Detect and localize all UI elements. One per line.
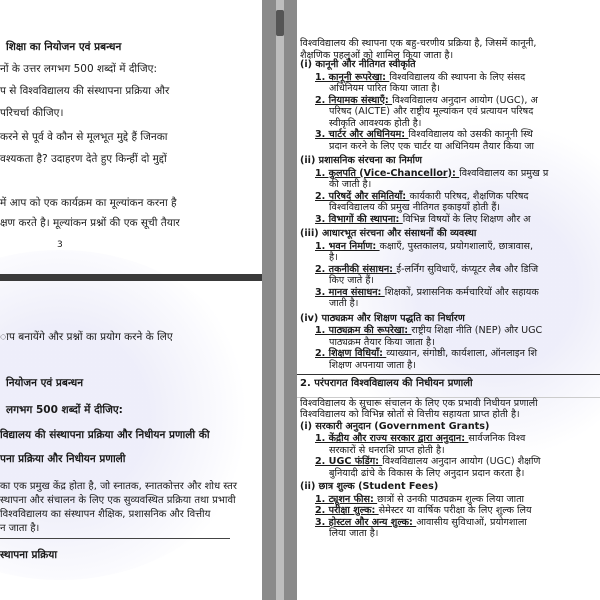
funding-intro-line: विश्वविद्यालय को विभिन्न स्रोतों से वित्तीय सहायता प्राप्त होती है। (300, 409, 520, 420)
funding-subheading: (i) सरकारी अनुदान (Government Grants) (300, 420, 490, 432)
list-item-text: छात्रों से उनकी पाठ्यक्रम शुल्क लिया जाता (377, 493, 525, 505)
list-item-text: राष्ट्रीय शिक्षा नीति (NEP) और UGC (411, 325, 543, 336)
list-item-text: व्याख्यान, संगोष्ठी, कार्यशाला, ऑनलाइन शि (386, 348, 538, 359)
intro-line: शैक्षणिक पहलुओं को शामिल किया जाता है। (300, 49, 454, 61)
list-item-continuation: बुनियादी ढांचे के विकास के लिए अनुदान प्रदान करता है। (329, 467, 525, 479)
page-number: 3 (57, 240, 63, 250)
left-text-line: विश्वविद्यालय का संस्थापन शैक्षिक, प्रशासनिक और वित्तीय (0, 509, 211, 520)
scrollbar-thumb[interactable] (276, 10, 284, 36)
list-item (315, 264, 538, 276)
funding-intro-line: विश्वविद्यालय के सुचारू संचालन के लिए एक प्रभावी निधीयन प्रणाली (300, 397, 538, 409)
list-item-text: ई-लर्निंग सुविधाएँ, कंप्यूटर लैब और डिजि (396, 263, 539, 275)
left-title: शिक्षा का नियोजन एवं प्रबन्धन (6, 41, 122, 53)
right-document-page (297, 0, 600, 600)
list-item (315, 494, 524, 506)
list-item (315, 433, 525, 445)
left-heading: विद्यालय की संस्थापना प्रक्रिया और निधीयन प्रणाली की (0, 429, 210, 441)
list-item-continuation: की जाती है। (329, 179, 372, 190)
list-item (315, 505, 532, 517)
list-item-term: 2. UGC फंडिंग: (315, 456, 383, 467)
list-item-text: कक्षाएँ, पुस्तकालय, प्रयोगशालाएँ, छात्रावास, (379, 240, 534, 252)
list-item (315, 191, 529, 203)
list-item-term: 2. परीक्षा शुल्क: (315, 505, 379, 516)
list-item-term: 1. केंद्रीय और राज्य सरकार द्वारा अनुदान: (315, 433, 469, 444)
left-text-line: न जाता है। (0, 523, 40, 534)
list-item-continuation: किए जाते हैं। (329, 275, 375, 286)
list-item (315, 95, 538, 107)
list-item-term: 2. परिषदें और समितियाँ: (315, 190, 410, 202)
list-item-text: विश्वविद्यालय का प्रमुख प्र (459, 167, 549, 179)
list-item-text: आवासीय सुविधाओं, प्रयोगशाला (416, 516, 527, 528)
list-item-text: कार्यकारी परिषद, शैक्षणिक परिषद (409, 190, 529, 202)
list-item (315, 168, 548, 180)
list-item-text: शिक्षकों, प्रशासनिक कर्मचारियों और सहायक (384, 286, 539, 298)
list-item-continuation: अधिनियम पारित किया जाता है। (329, 83, 441, 94)
list-item-text: विश्वविद्यालय को उसकी कानूनी स्थि (408, 129, 533, 140)
left-text-line: वश्यकता है? उदाहरण देते हुए किन्हीं दो मुद्दों (0, 153, 167, 165)
left-text-line: ाप बनायेंगे और प्रश्नों का प्रयोग करने के लिए (0, 331, 173, 343)
left-document-page (0, 0, 262, 600)
intro-line: विश्वविद्यालय की स्थापना एक बहु-चरणीय प्रक्रिया है, जिसमें कानूनी, (300, 38, 537, 49)
list-item-term: 1. ट्यूशन फीस: (315, 493, 378, 505)
list-item (315, 241, 533, 253)
left-text-line: में आप को एक कार्यक्रम का मूल्यांकन करना है (0, 197, 177, 209)
list-item (315, 456, 540, 468)
section-heading: (iii) आधारभूत संरचना और संसाधनों की व्यवस्था (300, 228, 477, 239)
left-heading: पना प्रक्रिया और निधीयन प्रणाली (0, 453, 126, 465)
list-item (315, 129, 533, 141)
left-text-line: प से विश्वविद्यालय की संस्थापना प्रक्रिया और (0, 85, 170, 97)
section-heading: (iv) पाठ्यक्रम और शिक्षण पद्धति का निर्धारण (300, 312, 465, 324)
list-item-text: विश्वविद्यालय की स्थापना के लिए संसद (389, 71, 526, 83)
list-item-term: 3. मानव संसाधन: (315, 286, 385, 298)
list-item-continuation: परिषद (AICTE) और राष्ट्रीय मूल्यांकन एवं प्रत्यायन परिषद (329, 106, 534, 117)
left-text-line: का एक प्रमुख केंद्र होता है, जो स्नातक, स्नातकोत्तर और शोध स्तर (0, 481, 237, 492)
list-item (315, 348, 537, 360)
list-item-term: 3. विभागों की स्थापना: (315, 213, 403, 225)
section-heading: (i) कानूनी और नीतिगत स्वीकृति (300, 59, 416, 70)
list-item (315, 214, 531, 226)
funding-heading: 2. परंपरागत विश्वविद्यालय की निधीयन प्रणाली (300, 378, 473, 389)
left-text-line: नों के उत्तर लगभग 500 शब्दों में दीजिए: (0, 63, 158, 75)
left-heading: लगभग 500 शब्दों में दीजिए: (6, 404, 123, 416)
list-item-term: 2. शिक्षण विधियाँ: (315, 348, 387, 359)
list-item-text: विश्वविद्यालय अनुदान आयोग (UGC) शैक्षणि (382, 456, 541, 467)
list-item-continuation: लिया जाता है। (329, 528, 379, 539)
list-item-continuation: विश्वविद्यालय की प्रमुख नीतिगत इकाइयाँ होती हैं। (329, 202, 501, 213)
list-item-term: 1. पाठ्यक्रम की रूपरेखा: (315, 325, 412, 336)
list-item-continuation: सरकारों से धनराशि प्राप्त होती है। (329, 444, 445, 456)
list-item-text: सार्वजनिक विश्व (468, 433, 526, 444)
list-item-term: 1. कानूनी रूपरेखा: (315, 71, 390, 83)
list-item-term: 1. कुलपति (Vice-Chancellor): (315, 167, 460, 179)
list-item-continuation: स्वीकृति आवश्यक होती है। (329, 117, 422, 129)
list-item-text: विभिन्न विषयों के लिए शिक्षण और अ (402, 213, 531, 225)
divider (0, 538, 230, 539)
list-item (315, 325, 542, 337)
list-item-continuation: है। (329, 252, 338, 263)
left-heading: नियोजन एवं प्रबन्धन (6, 377, 84, 389)
list-item-continuation: प्रदान करने के लिए एक चार्टर या अधिनियम तैयार किया जा (329, 140, 534, 152)
list-item (315, 287, 539, 299)
list-item-term: 3. चार्टर और अधिनियम: (315, 129, 409, 140)
list-item (315, 72, 525, 84)
list-item-continuation: जाती है। (329, 298, 359, 309)
list-item (315, 517, 527, 529)
page-break (0, 274, 262, 281)
list-item-term: 1. भवन निर्माण: (315, 240, 380, 252)
list-item-text: विश्वविद्यालय अनुदान आयोग (UGC), अ (392, 94, 538, 106)
left-text-line: करने से पूर्व वे कौन से मूलभूत मुद्दे हैं जिनका (0, 131, 168, 143)
left-text-line: परिचर्चा कीजिए। (0, 107, 64, 119)
left-text-line: स्थापना और संचालन के लिए एक सुव्यवस्थित प्रक्रिया तथा प्रभावी (0, 495, 236, 506)
list-item-continuation: पाठ्यक्रम तैयार किया जाता है। (329, 336, 435, 348)
list-item-term: 2. नियामक संस्थाएँ: (315, 94, 393, 106)
left-text-line: क्षण करते है। मूल्यांकन प्रश्नों की एक सूची तैयार (0, 217, 180, 229)
list-item-term: 2. तकनीकी संसाधन: (315, 263, 397, 275)
left-heading: स्थापना प्रक्रिया (0, 549, 58, 561)
scrollbar[interactable] (276, 0, 284, 600)
list-item-text: सेमेस्टर या वार्षिक परीक्षा के लिए शुल्क लिय (378, 505, 532, 516)
list-item-continuation: शिक्षण अपनाया जाता है। (329, 359, 416, 371)
funding-subheading: (ii) छात्र शुल्क (Student Fees) (300, 481, 439, 492)
section-heading: (ii) प्रशासनिक संरचना का निर्माण (300, 155, 422, 166)
list-item-term: 3. होस्टल और अन्य शुल्क: (315, 516, 417, 528)
